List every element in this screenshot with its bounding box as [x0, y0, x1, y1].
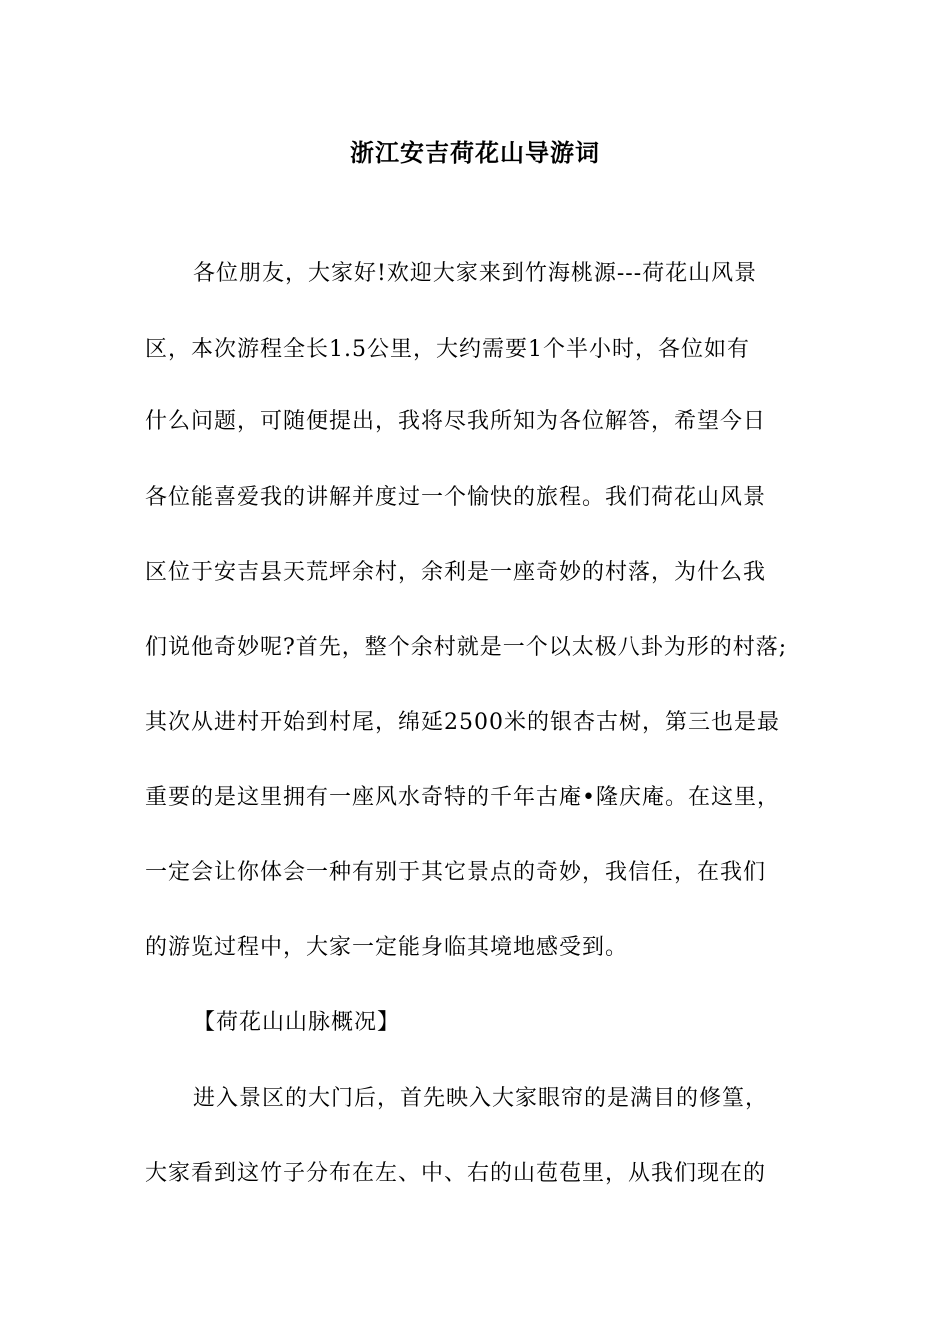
paragraph-line: 其次从进村开始到村尾，绵延2500米的银杏古树，第三也是最 — [145, 710, 780, 735]
paragraph-line: 们说他奇妙呢?首先，整个余村就是一个以太极八卦为形的村落; — [145, 635, 788, 660]
document-title: 浙江安吉荷花山导游词 — [350, 138, 600, 167]
paragraph-line: 大家看到这竹子分布在左、中、右的山苞苞里，从我们现在的 — [145, 1161, 767, 1186]
paragraph-line: 各位能喜爱我的讲解并度过一个愉快的旅程。我们荷花山风景 — [145, 485, 767, 510]
paragraph-line: 区位于安吉县天荒坪余村，余利是一座奇妙的村落，为什么我 — [145, 560, 767, 585]
section-heading: 【荷花山山脉概况】 — [193, 1010, 401, 1035]
paragraph-line: 的游览过程中，大家一定能身临其境地感受到。 — [145, 935, 629, 960]
paragraph-line: 什么问题，可随便提出，我将尽我所知为各位解答，希望今日 — [145, 409, 767, 434]
paragraph-line: 各位朋友，大家好!欢迎大家来到竹海桃源---荷花山风景 — [193, 261, 758, 286]
paragraph-line: 重要的是这里拥有一座风水奇特的千年古庵•隆庆庵。在这里， — [145, 785, 780, 810]
paragraph-line: 区，本次游程全长1.5公里，大约需要1个半小时，各位如有 — [145, 337, 750, 362]
paragraph-line: 一定会让你体会一种有别于其它景点的奇妙，我信任，在我们 — [145, 860, 767, 885]
paragraph-line: 进入景区的大门后，首先映入大家眼帘的是满目的修篁， — [193, 1086, 769, 1111]
